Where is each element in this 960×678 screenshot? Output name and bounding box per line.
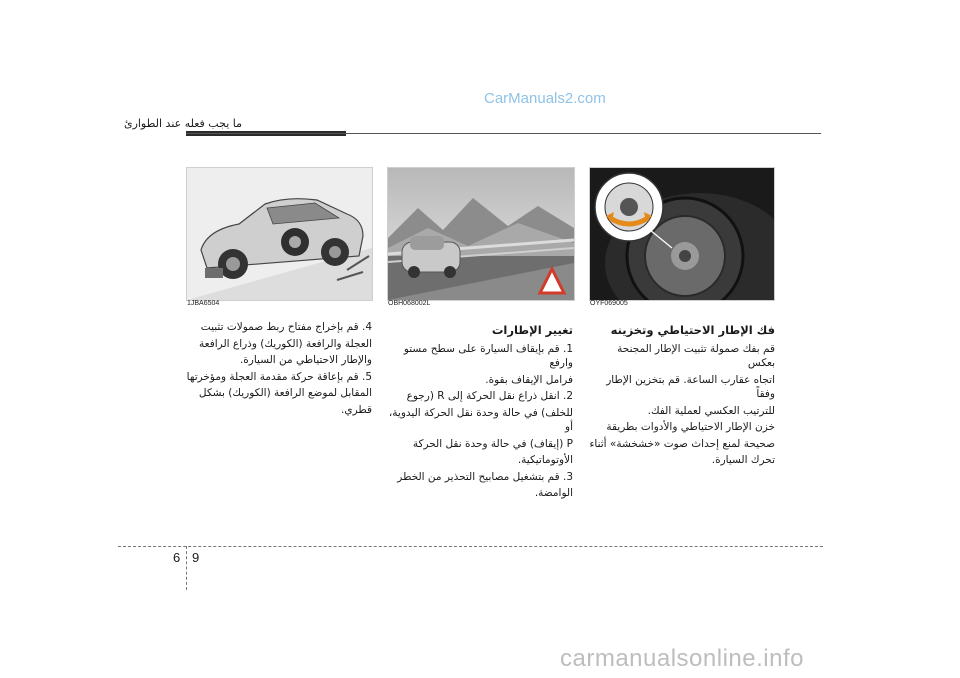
highway-warning-image-label: OBH068002L <box>388 300 431 307</box>
spare-tire-image <box>589 167 775 301</box>
text-line: الأوتوماتيكية. <box>517 454 573 466</box>
text-line: الوامضة. <box>534 487 573 499</box>
text-line: للترتيب العكسي لعملية الفك. <box>647 404 775 417</box>
text-line: والإطار الاحتياطي من السيارة. <box>239 354 372 366</box>
footer-vertical-divider <box>186 546 187 590</box>
highway-warning-image <box>387 167 575 301</box>
page-number: 9 <box>192 550 200 565</box>
text-line: 4. قم بإخراج مفتاح ربط صمولات تثبيت <box>200 321 372 333</box>
page-header-title: ما يجب فعله عند الطوارئ <box>123 117 242 130</box>
text-line: اتجاه عقارب الساعة. قم بتخزين الإطار وفقاً <box>606 373 775 400</box>
text-line: P (إيقاف) في حالة وحدة نقل الحركة <box>412 437 573 450</box>
text-line: 1. قم بإيقاف السيارة على سطح مستو وارفع <box>403 342 573 369</box>
text-line: فرامل الإيقاف بقوة. <box>485 373 573 386</box>
text-line: العجلة والرافعة (الكوريك) وذراع الرافعة <box>199 337 372 350</box>
column-spare-tire-storage <box>589 323 775 470</box>
text-line: قطري. <box>341 403 372 416</box>
footer-divider <box>118 546 823 547</box>
column-right-heading: فك الإطار الاحتياطي وتخزينه <box>610 323 775 337</box>
header-divider <box>186 133 821 134</box>
page-section-number: 6 <box>173 550 181 565</box>
text-line: المقابل لموضع الرافعة (الكوريك) بشكل <box>198 387 372 399</box>
spare-tire-image-label: OYF069005 <box>590 300 628 307</box>
column-changing-tires <box>387 323 573 503</box>
column-middle-heading: تغيير الإطارات <box>491 323 573 337</box>
text-line: صحيحة لمنع إحداث صوت «خشخشة» أثناء <box>589 437 775 450</box>
text-line: تحرك السيارة. <box>711 454 775 466</box>
text-line: 3. قم بتشغيل مصابيح التحذير من الخطر <box>397 470 573 483</box>
column-steps-continued <box>186 320 372 419</box>
watermark-bottom: carmanualsonline.info <box>560 645 804 672</box>
car-tools-image <box>186 167 373 301</box>
text-line: 5. قم بإعاقة حركة مقدمة العجلة ومؤخرتها <box>186 370 372 383</box>
text-line: خزن الإطار الاحتياطي والأدوات بطريقة <box>606 421 775 433</box>
watermark-top: CarManuals2.com <box>484 90 606 107</box>
text-line: قم بفك صمولة تثبيت الإطار المجنحة بعكس <box>617 342 775 369</box>
text-line: للخلف) في حالة وحدة نقل الحركة اليدوية، أو <box>388 406 573 433</box>
text-line: 2. انقل ذراع نقل الحركة إلى R (رجوع <box>406 390 573 402</box>
car-tools-image-label: 1JBA6504 <box>187 300 220 307</box>
